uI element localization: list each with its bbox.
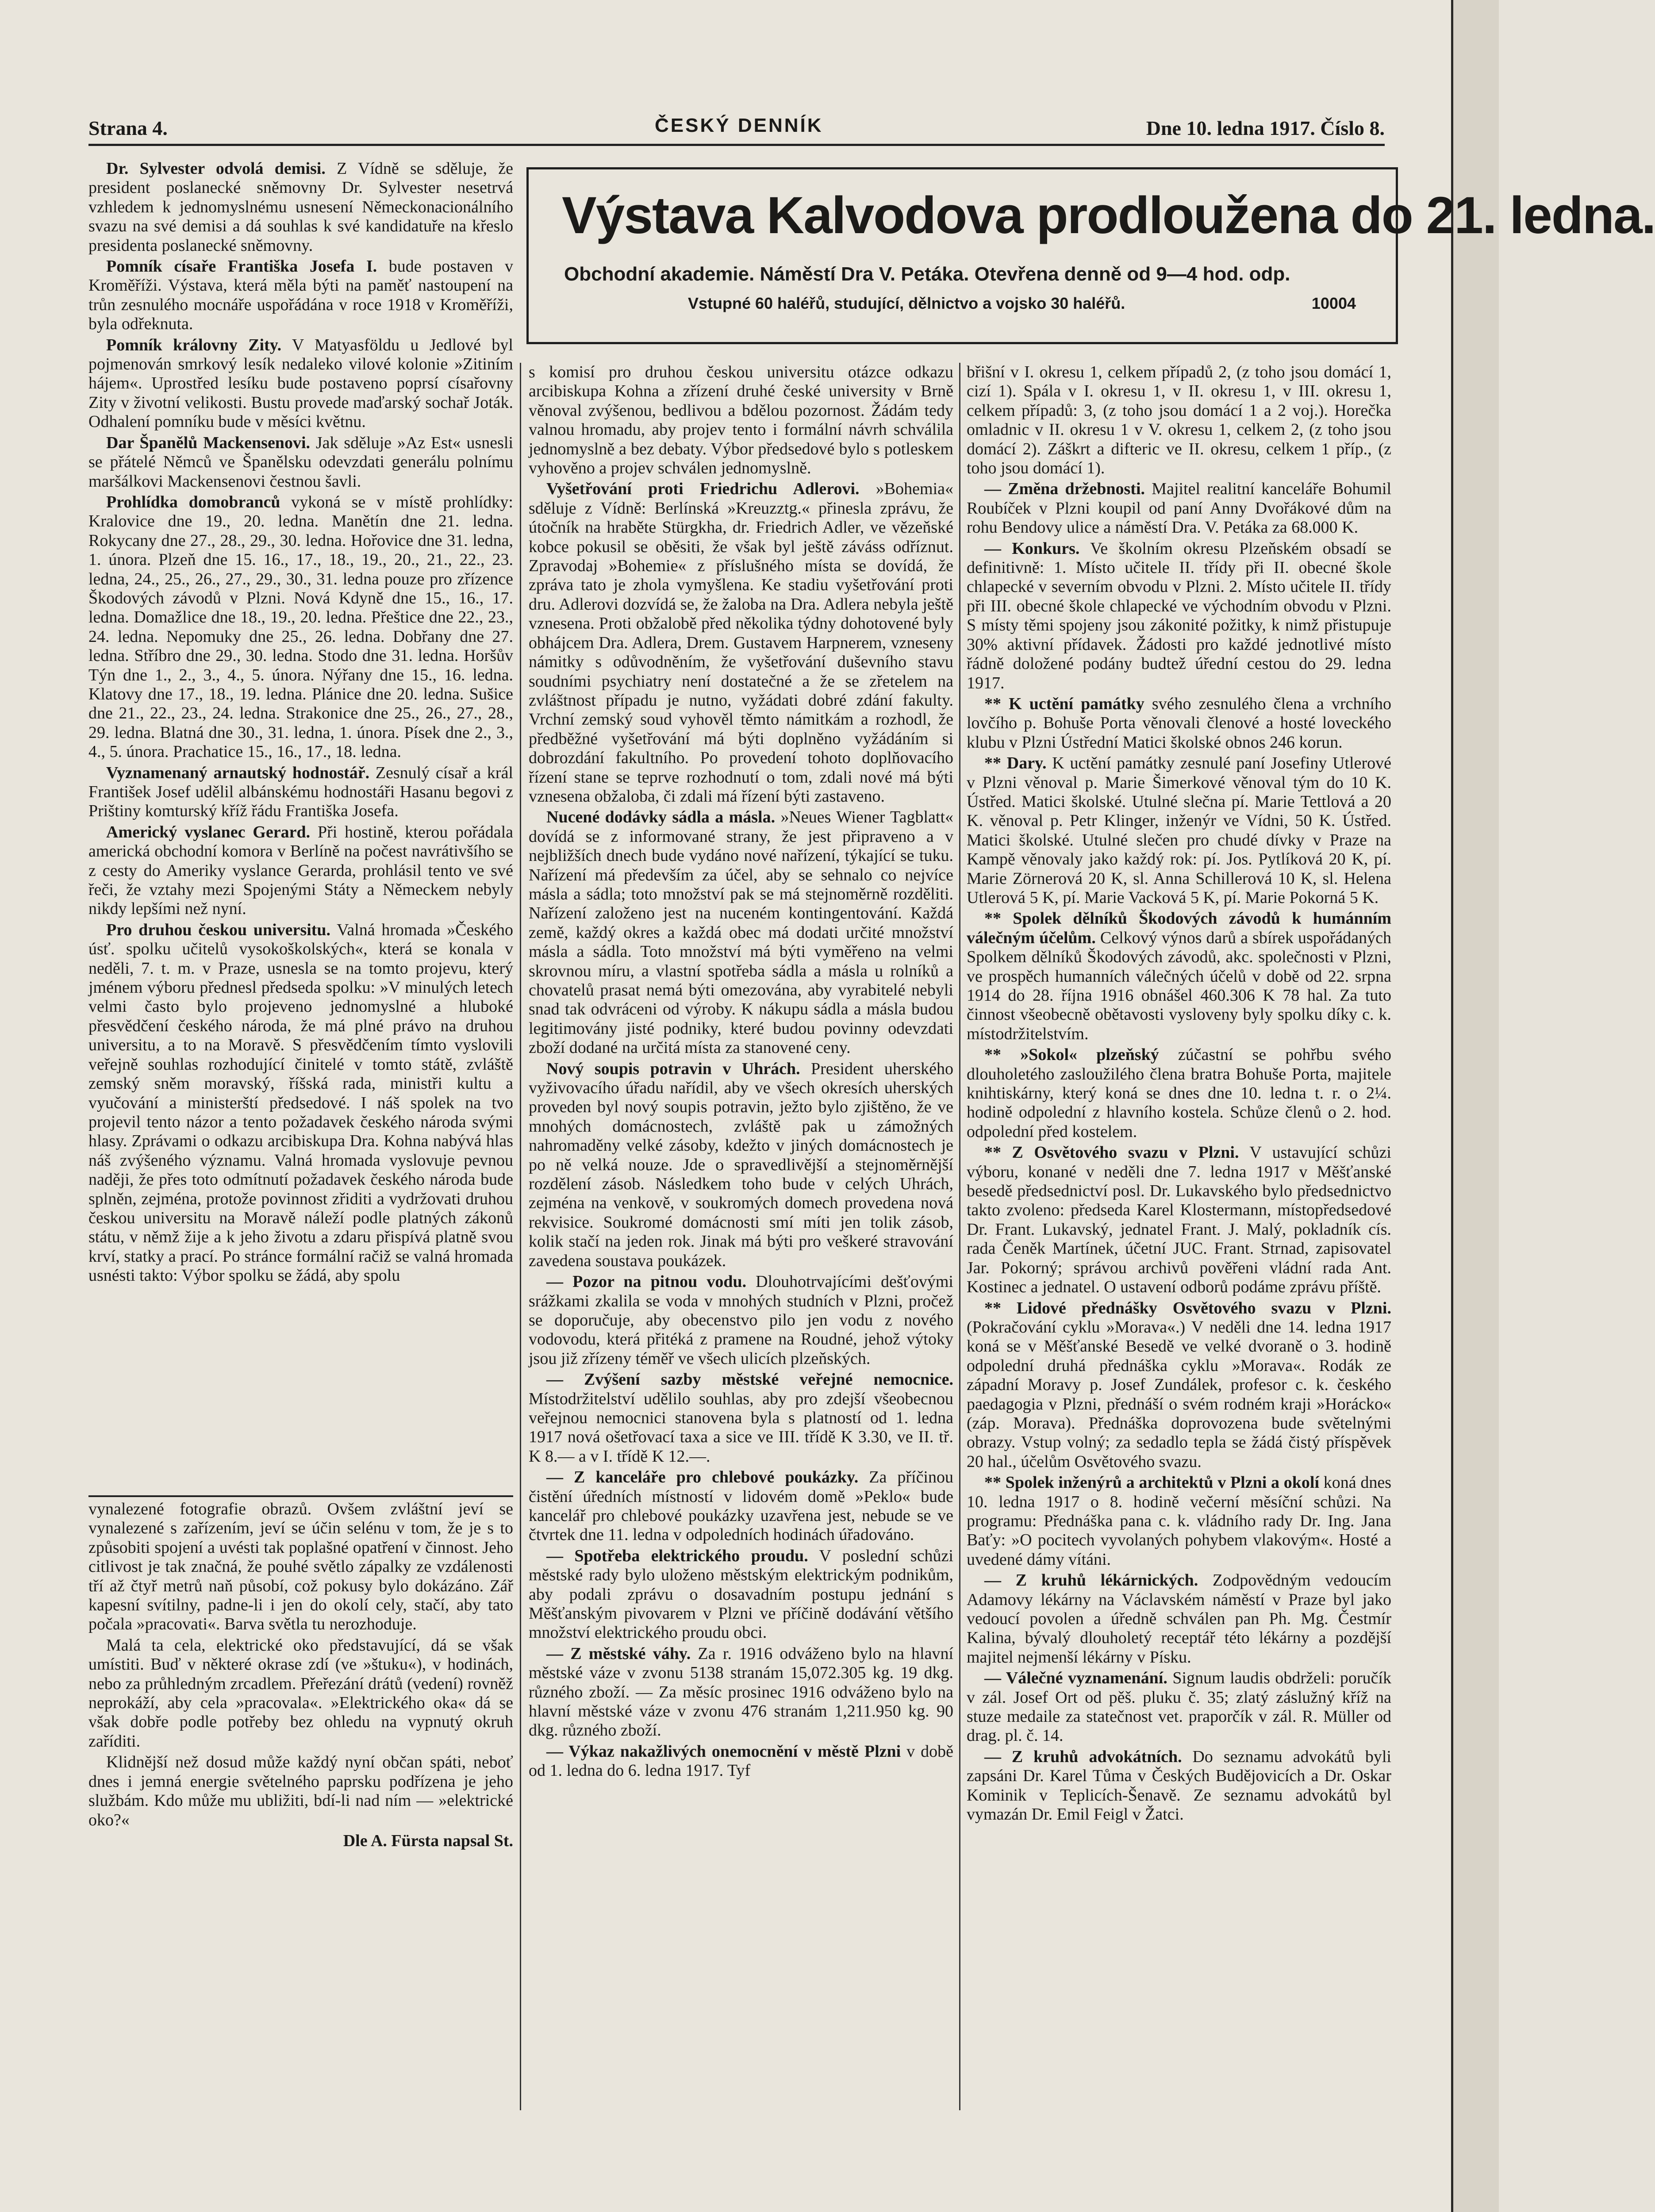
article-heading: ** »Sokol« plzeňský bbox=[984, 1045, 1159, 1064]
article-text: Celkový výnos darů a sbírek uspořádaných Spolkem dělníků Škodových závodů, akc. společnosti v Plzni, ve prospěch humanních válečných účelů v době od 22. srpna 1914 do 28. října 1916 obnášel 460.306 K 78 hal. Za tuto činnost všeobecně obětavosti vysloveny byly spolku díky c. k. místodržitelstvím. bbox=[967, 928, 1392, 1043]
article-heading: — Výkaz nakažlivých onemocnění v městě Plzni bbox=[546, 1742, 901, 1761]
article-heading: Pomník královny Zity. bbox=[106, 335, 282, 354]
adjacent-page-edge bbox=[1451, 0, 1499, 2212]
article bbox=[529, 363, 953, 478]
article-heading: ** Spolek dělníků Škodových závodů k humánním válečným účelům. bbox=[967, 909, 1391, 947]
article-heading: — Zvýšení sazby městské veřejné nemocnice. bbox=[546, 1370, 953, 1389]
article-heading: ** Z Osvětového svazu v Plzni. bbox=[984, 1143, 1239, 1162]
article bbox=[529, 808, 953, 1057]
article-text: »Bohemia« sděluje z Vídně: Berlínská »Kreuzztg.« přinesla zprávu, že útočník na hraběte Stürgkha, dr. Friedrich Adler, ve vězeňské kobce pokusil se oběsiti, že však byl ještě záváss odříznut. Zpravodaj »Bohemie« z příslušného místa se dovídá, že zpráva tato je zhola vymyšlena. Ke stadiu vyšetřování proti dru. Adlerovi dozvídá se, že žaloba na Dra. Adlera nebyla ještě vznesena. Proti obžalobě před několika týdny dohotovené byly obhájcem Dra. Adlera, Drem. Gustavem Harpnerem, vzneseny námitky s odůvodněním, že vyšetřování duševního stavu soudními psychiatry není dostatečné a že se zřetelem na zvláštnost případu je nutno, vyžádati dobré zdání fakulty. Vrchní zemský soud vyhověl těmto námitkám a rozhodl, že předběžné vyšetřování má býti doplněno vyžádáním si dobrozdání fakultního. Po provedení tohoto doplňovacího řízení stane se teprve rozhodnutí o tom, zdali nové má býti vznesena obžaloba, či zdali má řízení býti zastaveno. bbox=[529, 480, 953, 806]
article-heading: Vyšetřování proti Friedrichu Adlerovi. bbox=[546, 480, 860, 499]
article bbox=[529, 1370, 953, 1466]
article-heading: — Změna držebnosti. bbox=[984, 480, 1145, 499]
page-number: Strana 4. bbox=[88, 117, 168, 139]
article-heading: ** K uctění památky bbox=[984, 694, 1144, 713]
article-text: Při hostině, kterou pořádala americká obchodní komora v Berlíně na počest navrátivšího se z cesty do Ameriky vyslance Gerarda, prohlásil tento ve své řeči, že vztahy mezi Spojenými Státy a Německem nebyly nikdy lepšími než nyní. bbox=[88, 822, 514, 918]
article bbox=[967, 1747, 1391, 1824]
article-text: vykoná se v místě prohlídky: Kralovice dne 19., 20. ledna. Manětín dne 21. ledna. Rokycany dne 27., 28., 29., 30. ledna. Hořovice dne 31. ledna, 1. února. Plzeň dne 15. 16., 17., 18., 19., 20., 21., 22., 23. ledna, 24., 25., 26., 27., 29., 30., 31. ledna pouze pro zřízence Škodových závodů v Plzni. Nová Kdyně dne 15., 16., 17. ledna. Domažlice dne 18., 19., 20. ledna. Přeštice dne 22., 23., 24. ledna. Nepomuky dne 25., 26. ledna. Dobřany dne 27. ledna. Stříbro dne 29., 30. ledna. Stodo dne 31. ledna. Horšův Týn dne 1., 2., 3., 4., 5. února. Nýřany dne 15., 16. ledna. Klatovy dne 17., 18., 19. ledna. Plánice dne 20. ledna. Sušice dne 21., 22., 23., 24. ledna. Strakonice dne 25., 26., 27., 28., 29. ledna. Blatná dne 30., 31. ledna, 1. února. Písek dne 2., 3., 4., 5. února. Prachatice 15., 16., 17., 18. ledna. bbox=[88, 492, 513, 761]
article-text: »Neues Wiener Tagblatt« dovídá se z informované strany, že jest připraveno a v nejbližších dnech bude vydáno nové nařízení, týkající se tuku. Nařízení má především za účel, aby se sehnalo co nejvíce másla a sádla; toto množství pak se má stejnoměrně rozděliti. Nařízení založeno jest na nuceném kontingentování. Každá země, každý okres a každá obec má dodati určité množství másla a sádla. Toto množství má býti vyměřeno na velmi skrovnou míru, a vlastní spotřeba sádla a másla u rolníků a chovatelů prasat nemá býti omezována, aby vyrabitelé nebyli snad tak odvráceni od výroby. K nákupu sádla a másla budou legitimovány jisté podniky, které budou povinny odevzdati zboží dodané na určitá místa za stanovené ceny. bbox=[529, 808, 953, 1057]
column-3 bbox=[967, 363, 1391, 2128]
article-heading: — Konkurs. bbox=[984, 539, 1080, 558]
article bbox=[529, 1272, 953, 1368]
article-text: bude postaven v Kroměříži. Výstava, která měla býti na paměť nastoupení na trůn zesnulého mocnáře uspořádána v roce 1918 v Kroměříži, byla odřeknuta. bbox=[88, 257, 514, 334]
article bbox=[967, 1669, 1391, 1746]
article bbox=[529, 480, 953, 806]
article bbox=[88, 434, 513, 491]
article-text: V Matyasföldu u Jedlové byl pojmenován smrkový lesík nedaleko vilové kolonie »Zitiním hájem«. Uprostřed lesíku bude postaveno poprsí císařovny Zity v životní velikosti. Bustu provede maďarský sochař Joták. Odhalení pomníku bude v měsíci květnu. bbox=[88, 335, 513, 431]
ad-venue: Obchodní akademie. Náměstí Dra V. Petáka. Otevřena denně od 9—4 hod. odp. bbox=[564, 263, 1290, 285]
page-header bbox=[88, 113, 1385, 146]
article bbox=[88, 823, 513, 919]
exhibition-advertisement bbox=[526, 167, 1655, 344]
article bbox=[88, 764, 513, 821]
article-text: Z Vídně se sděluje, že president poslanecké sněmovny Dr. Sylvester nesetrvá vzhledem k jednomyslnému usnesení Německonacionálního svazu na své demisi a dá souhlas k své kandidatuře na křeslo presidenta poslanecké sněmovny. bbox=[88, 159, 513, 255]
article-text: Ve školním okresu Plzeňském obsadí se definitivně: 1. Místo učitele II. třídy při II. obecné škole chlapecké v severním obvodu v Plzni. 2. Místo učitele II. třídy při III. obecné škole chlapecké ve východním obvodu v Plzni. S místy těmi spojeny jsou zákonité požitky, k nimž přistupuje 30% aktivní přídavek. Žádosti pro každé jednotlivé místo řádně doložené podány budtež úřední cestou do 29. ledna 1917. bbox=[967, 539, 1391, 692]
paragraph: Klidnější než dosud může každý nyní občan spáti, neboť dnes i jemná energie světelného paprsku podřízena je jeho službám. Kdo může mu ubližiti, bdí-li nad ním — »elektrické oko?« bbox=[88, 1753, 513, 1829]
article bbox=[967, 754, 1391, 907]
article bbox=[967, 1299, 1391, 1472]
article-text: Dlouhotrvajícími dešťovými srážkami zkalila se voda v mnohých studních v Plzni, pročež se doporučuje, aby obecenstvo pilo jen vodu z nového vodovodu, která přitéká z pramene na Roudné, jehož výtoky jsou již zřízeny téměř ve všech ulicích plzeňských. bbox=[529, 1272, 953, 1368]
article-heading: Nový soupis potravin v Uhrách. bbox=[546, 1059, 800, 1078]
article bbox=[967, 909, 1391, 1044]
article-text: Místodržitelství udělilo souhlas, aby pro zdejší všeobecnou veřejnou nemocnici stanovena byla s platností od 1. ledna 1917 nová ošetřovací taxa a sice ve III. třídě K 3.30, ve II. tř. K 8.— a v I. třídě K 12.—. bbox=[529, 1389, 953, 1466]
column-rule bbox=[520, 363, 521, 2110]
article bbox=[967, 363, 1391, 478]
article bbox=[967, 1473, 1391, 1569]
article-heading: Vyznamenaný arnautský hodnostář. bbox=[106, 763, 370, 782]
article-text: V ustavující schůzi výboru, konané v neděli dne 7. ledna 1917 v Měšťanské besedě předsednictví posl. Dr. Lukavského bylo předsednictvo takto zvoleno: předseda Karel Klostermann, místopředsedové Dr. Frant. Lukavský, jednatel Frant. J. Malý, pokladník cís. rada Čeněk Martínek, účetní JUC. Frant. Strnad, zapisovatel Jar. Pokorný; správou archivů pověřeni vládní rada Ant. Kostinec a jednatel. O ustavení odborů podáme zprávu příště. bbox=[967, 1143, 1391, 1297]
article-text: President uherského vyživovacího úřadu nařídil, aby ve všech okresích uherských proveden byl nový soupis potravin, ježto bylo zjištěno, že ve mnohých domácnostech, zvláště pak u zámožných nahromaděny velké zásoby, kdežto v jiných domácnostech je po ně velká nouze. Jde o spravedlivější a stejnoměrnější rozdělení zásob. Následkem toho bude v celých Uhrách, zejména na venkově, v soukromých domech provedena nová rekvisice. Soukromé domácnosti smí míti jen tolik zásob, kolik stačí na jeden rok. Jinak má býti pro veškeré stravování zavedena soustava poukázek. bbox=[529, 1059, 953, 1270]
article-text: v době od 1. ledna do 6. ledna 1917. Tyf bbox=[529, 1742, 953, 1780]
article-heading: Prohlídka domobranců bbox=[106, 492, 280, 511]
article bbox=[529, 1644, 953, 1740]
paragraph: Malá ta cela, elektrické oko představující, dá se však umístiti. Buď v některé okrase zdí (ve »štuku«), v hodinách, nebo za průhledným zrcadlem. Přeřezání drátů (vedení) rovněž neprokáží, aby cela »pracovala«. »Elektrického oka« dá se však dobře podle potřeby bez ohledu na vypnutý okruh zaříditi. bbox=[88, 1636, 513, 1751]
article-text: (Pokračování cyklu »Morava«.) V neděli dne 14. ledna 1917 koná se v Měšťanské Besedě ve velké dvoraně o 3. hodině odpolední druhá přednáška cyklu »Morava«. Rodák ze západní Moravy p. Josef Zundálek, profesor c. k. českého paedagogia v Plzni, přednáší o svém rodném kraji »Horácko« (záp. Morava). Přednáška doprovozena bude světelnými obrazy. Vstup volný; za sedadlo tepla se žádá čistý příspěvek 20 hal., účelům Osvětového svazu. bbox=[967, 1317, 1391, 1471]
author-signature: Dle A. Fürsta napsal St. bbox=[343, 1831, 513, 1850]
article-heading: Pomník císaře Františka Josefa I. bbox=[106, 257, 377, 276]
article-text: Signum laudis obdrželi: poručík v zál. Josef Ort od pěš. pluku č. 35; zlatý záslužný kříž na stuze medaile za statečnost vet. praporčík v zál. R. Müller od drag. pl. č. 14. bbox=[967, 1669, 1391, 1745]
article-heading: Dr. Sylvester odvolá demisi. bbox=[106, 159, 326, 178]
article bbox=[88, 159, 513, 255]
article bbox=[529, 1468, 953, 1545]
article-text: Zodpovědným vedoucím Adamovy lékárny na Václavském náměstí v Praze byl jako vedoucí povolen a úředně schválen pan Ph. Mg. Čestmír Kalina, bývalý dlouholetý receptář této lékárny a pozdější majitel nejmenší lékárny v Písku. bbox=[967, 1571, 1392, 1667]
article-heading: Pro druhou českou universitu. bbox=[106, 920, 331, 939]
article-heading: ** Spolek inženýrů a architektů v Plzni a okolí bbox=[984, 1473, 1320, 1492]
article-text: Za příčinou čistění úředních místností v lidovém domě »Peklo« bude kancelář pro chlebové poukázky uzavřena jest, nebude se ve čtvrtek dne 11. ledna v odpoledních hodinách úřadováno. bbox=[529, 1468, 953, 1544]
ad-title: Výstava Kalvodova prodloužena do 21. ledna. bbox=[562, 186, 1655, 245]
masthead: ČESKÝ DENNÍK bbox=[655, 115, 823, 136]
article-heading: Nucené dodávky sádla a másla. bbox=[546, 808, 776, 827]
article-heading: — Spotřeba elektrického proudu. bbox=[546, 1546, 808, 1565]
article-text: V poslední schůzi městské rady bylo uloženo městským elektrickým podnikům, aby podali zprávu o dosavadním postupu jednání s Měšťanským pivovarem v Plzni ve příčině dodávání většího množství elektrického proudu obci. bbox=[529, 1546, 953, 1642]
article-heading: Americký vyslanec Gerard. bbox=[106, 822, 311, 841]
article bbox=[967, 480, 1391, 537]
article bbox=[88, 257, 513, 334]
article-text: koná dnes 10. ledna 1917 o 8. hodině večerní měsíční schůzi. Na programu: Přednáška pana c. k. vládního rady Dr. Ing. Jana Baťy: »O pocitech vyvolaných pohybem vlakovým«. Hosté a uvedené dámy vítáni. bbox=[967, 1473, 1392, 1569]
article-text: s komisí pro druhou českou universitu otázce odkazu arcibiskupa Kohna a zřízení druhé české university v Brně věnoval zvýšenou, bedlivou a bdělou pozornost. Žádám tedy valnou hromadu, aby projev tento i formální návrh schválila jednomyslně a bez debaty. Výbor předsedové bylo s potleskem vyhověno a projev schválen jednomyslně. bbox=[529, 363, 953, 478]
ad-code: 10004 bbox=[1311, 294, 1356, 312]
article-text: Zesnulý císař a král František Josef udělil albánskému hodnostáři Hasanu begovi z Prištiny komturský kříž řádu Františka Josefa. bbox=[88, 763, 513, 821]
article-heading: ** Dary. bbox=[984, 754, 1047, 773]
column-1-articles bbox=[88, 159, 513, 1491]
article bbox=[967, 695, 1391, 752]
article-text: K uctění památky zesnulé paní Josefiny Utlerové v Plzni věnoval p. Marie Šimerkové věnoval tým do 10 K. Ústřed. Matici školské. Utulné slečna pí. Marie Tettlová a 20 K. věnoval p. Petr Klinger, inženýr ve Vídni, 50 K. Ústřed. Matici školské. Utulné slečen pro chudé dívky v Praze na Kampě věnovaly jako každý rok: pí. Jos. Pytlíková 20 K, pí. Marie Zörnerová 20 K, sl. Anna Schillerová 10 K, sl. Helena Utlerová 5 K, pí. Marie Vacková 5 K, pí. Marie Pokorná 5 K. bbox=[967, 754, 1391, 907]
column-rule bbox=[959, 363, 960, 2110]
ad-admission: Vstupné 60 haléřů, studující, dělnictvo a vojsko 30 haléřů. bbox=[688, 294, 1125, 312]
article bbox=[88, 336, 513, 432]
article bbox=[529, 1742, 953, 1781]
article bbox=[88, 921, 513, 1286]
article bbox=[529, 1547, 953, 1643]
article-heading: — Z kruhů lékárnických. bbox=[984, 1571, 1198, 1590]
article-text: Jak sděluje »Az Est« usnesli se přátelé Němců ve Španělsku odevzdati generálu polnímu maršálkovi Mackensenovi čestnou šavli. bbox=[88, 433, 514, 491]
article-text: Do seznamu advokátů byli zapsáni Dr. Karel Tůma v Českých Budějovicích a Dr. Oskar Kominik v Teplicích-Šenavě. Ze seznamu advokátů byl vymazán Dr. Emil Feigl v Žatci. bbox=[967, 1747, 1391, 1824]
column-1-continuation bbox=[88, 1495, 513, 1851]
article-text: svého zesnulého člena a vrchního lovčího p. Bohuše Porta věnovali členové a hosté loveckého klubu v Plzni Ústřední Matici školské obnos 246 korun. bbox=[967, 694, 1391, 752]
article-heading: — Z městské váhy. bbox=[546, 1644, 691, 1663]
article bbox=[967, 1143, 1391, 1297]
article-text: Za r. 1916 odváženo bylo na hlavní městské váze v zvonu 5138 stranám 15,072.305 kg. 19 dkg. různého zboží. — Za měsíc prosinec 1916 odváženo bylo na hlavní městské váze v zvonu 476 stranám 1,211.950 kg. 90 dkg. různého zboží. bbox=[529, 1644, 954, 1740]
article-heading: ** Lidové přednášky Osvětového svazu v Plzni. bbox=[984, 1298, 1391, 1317]
article bbox=[529, 1060, 953, 1271]
article bbox=[967, 539, 1391, 693]
article-text: Majitel realitní kanceláře Bohumil Roubíček v Plzni koupil od paní Anny Dvořákové dům na rohu Bendovy ulice a náměstí Dra. V. Petáka za 68.000 K. bbox=[967, 480, 1392, 537]
column-1 bbox=[88, 159, 513, 1929]
article bbox=[88, 493, 513, 762]
issue-date: Dne 10. ledna 1917. Číslo 8. bbox=[1146, 117, 1385, 139]
article-text: břišní v I. okresu 1, celkem případů 2, (z toho jsou domácí 1, cizí 1). Spála v I. okresu 1, v II. okresu 1, v III. okresu 1, celkem případů: 3, (z toho jsou domácí 1 a 2 voj.). Horečka omladnic v II. okresu 1 v V. okresu 1, celkem 2, (z toho jsou domácí 2). Záškrt a difteric ve II. okresu, celkem 1 příp., (z toho jsou domácí 1). bbox=[967, 363, 1391, 478]
article bbox=[967, 1045, 1391, 1141]
article-heading: Dar Španělů Mackensenovi. bbox=[106, 433, 311, 452]
article-heading: — Válečné vyznamenání. bbox=[984, 1669, 1167, 1688]
article-heading: — Z kanceláře pro chlebové poukázky. bbox=[546, 1468, 859, 1487]
paragraph: vynalezené fotografie obrazů. Ovšem zvláštní jeví se vynalezené s zařízením, jeví se účin selénu v tom, že je s to způsobiti spojení a uvésti tak poplašné opatření v činnost. Jeho citlivost je tak značná, že pouhé světlo zápalky ze vzdálenosti tří až čtyř metrů naň působí, což pokusy bylo dokázáno. Zář kapesní svítilny, padne-li i jen do okolí cely, stačí, aby tato počala »pracovati«. Barva světla tu nerozhoduje. bbox=[88, 1500, 513, 1634]
article-heading: — Z kruhů advokátních. bbox=[984, 1747, 1182, 1766]
column-2 bbox=[529, 363, 953, 2128]
article-heading: — Pozor na pitnou vodu. bbox=[546, 1272, 747, 1291]
article bbox=[967, 1571, 1391, 1667]
article-text: Valná hromada »Českého úsť. spolku učitelů vysokoškolských«, která se konala v neděli, 7. t. m. v Praze, usnesla se na tomto projevu, který jménem výboru přednesl předseda spolku: »V minulých letech velmi často bylo projeveno jednomyslné a hluboké přesvědčení českého národa, že má plné právo na druhou universitu, a to na Moravě. S přesvědčením tímto vyslovili veřejně souhlas rozhodující činitelé v tomto státě, zvláště zemský sněm moravský, říšská rada, ministři kultu a vyučování a ministerští předsedové. I náš spolek na tvo projevil tento názor a tento požadavek českého národa svými hlasy. Zprávami o odkazu arcibiskupa Dra. Kohna nabývá hlas náš zvýšeného významu. Valná hromada vyslovuje pevnou naději, že přes toto odmítnutí požadavek českého národa bude splněn, zejména, protože povinnost zřiditi a vydržovati druhou českou universitu na Moravě náleží podle platných zákonů státu, v němž žije a k jeho životu a zdaru přispívá platně svou krví, statky a prací. Po stránce formální račiž se valná hromada usnésti takto: Výbor spolku se žádá, aby spolu bbox=[88, 920, 513, 1285]
article-text: zúčastní se pohřbu svého dlouholetého zasloužilého člena bratra Bohuše Porta, majitele knihtiskárny, který koná se dnes dne 10. ledna t. r. o 2¼. hodině odpolední z hlavního kostela. Schůze členů o 2. hod. odpolední před kostelem. bbox=[967, 1045, 1391, 1141]
